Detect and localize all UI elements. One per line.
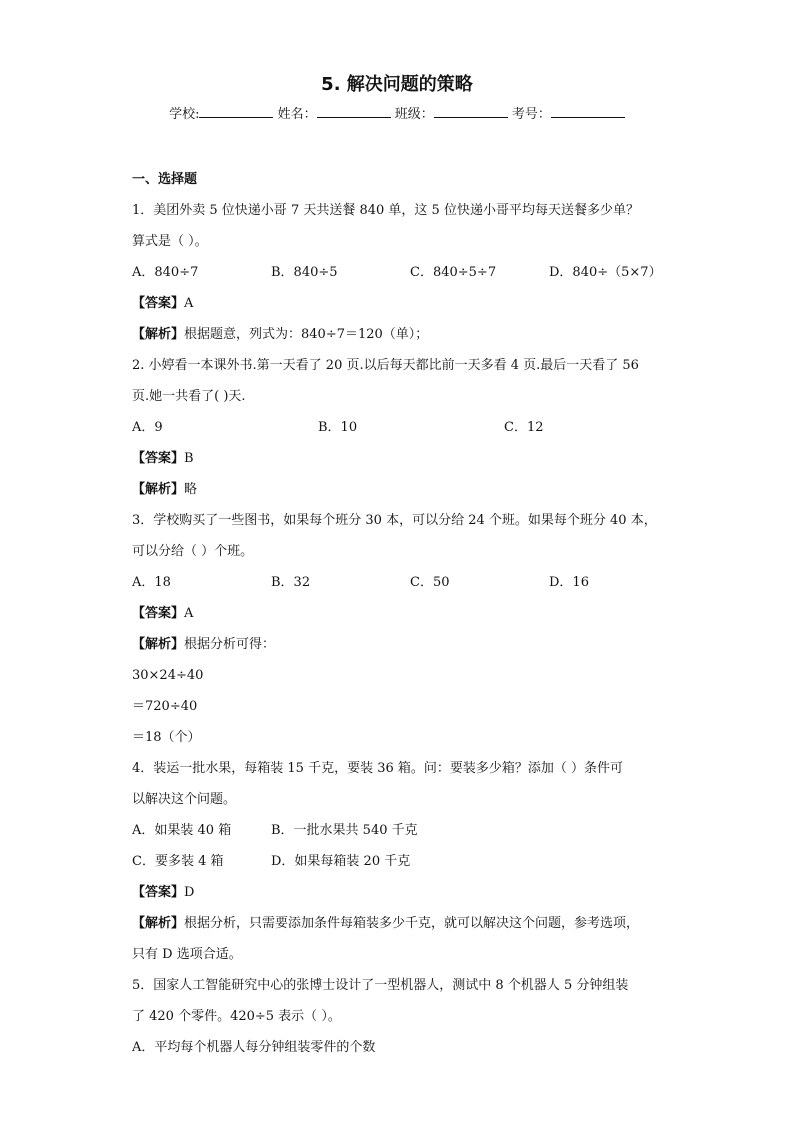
question-3-line-2: 可以分给（ ）个班。 xyxy=(132,544,254,559)
name-blank[interactable] xyxy=(317,105,391,118)
question-2-line-1: 2. 小婷看一本课外书.第一天看了 20 页.以后每天都比前一天多看 4 页.最后一天看了 56 xyxy=(132,358,639,373)
question-4-option-d[interactable]: D．如果每箱装 20 千克 xyxy=(271,854,411,869)
class-label: 班级： xyxy=(394,107,434,122)
question-1-option-a[interactable]: A．840÷7 xyxy=(132,265,199,280)
analysis-label: 【解析】 xyxy=(132,637,185,652)
question-3-option-b[interactable]: B．32 xyxy=(271,575,311,590)
answer-value: A xyxy=(184,296,194,311)
question-2-line-2: 页.她一共看了( )天. xyxy=(132,389,246,404)
question-2-answer xyxy=(132,443,662,474)
section-title: 一、选择题 xyxy=(132,172,198,187)
answer-value: D xyxy=(184,885,195,900)
question-1-option-d[interactable]: D．840÷（5×7） xyxy=(549,265,662,280)
analysis-text: 略 xyxy=(184,482,198,497)
question-3-analysis-step-1: 30×24÷40 xyxy=(132,668,204,683)
question-3-analysis-step-2: ＝720÷40 xyxy=(132,699,198,714)
class-blank[interactable] xyxy=(434,105,508,118)
question-content xyxy=(132,164,662,1063)
question-5-line-1: 5．国家人工智能研究中心的张博士设计了一型机器人，测试中 8 个机器人 5 分钟组装 xyxy=(132,978,629,993)
question-4-line-2: 以解决这个问题。 xyxy=(132,792,237,807)
answer-label: 【答案】 xyxy=(132,296,185,311)
answer-label: 【答案】 xyxy=(132,606,185,621)
answer-value: A xyxy=(184,606,194,621)
question-5-line-2: 了 420 个零件。420÷5 表示（ ）。 xyxy=(132,1009,341,1024)
question-3-option-d[interactable]: D．16 xyxy=(549,575,589,590)
question-2-options xyxy=(132,412,662,443)
exam-number-blank[interactable] xyxy=(551,105,625,118)
question-4-analysis-cont: 只有 D 选项合适。 xyxy=(132,947,242,962)
question-1-option-c[interactable]: C．840÷5÷7 xyxy=(410,265,497,280)
question-2-analysis xyxy=(132,474,662,505)
name-label: 姓名： xyxy=(277,107,317,122)
school-label: 学校: xyxy=(169,107,200,122)
question-4-analysis xyxy=(132,908,662,939)
analysis-label: 【解析】 xyxy=(132,482,185,497)
question-1-answer xyxy=(132,288,662,319)
question-4-option-b[interactable]: B．一批水果共 540 千克 xyxy=(271,823,418,838)
analysis-text: 根据分析，只需要添加条件每箱装多少千克，就可以解决这个问题，参考选项， xyxy=(184,916,640,931)
school-blank[interactable] xyxy=(199,105,273,118)
analysis-label: 【解析】 xyxy=(132,916,185,931)
question-3-option-c[interactable]: C．50 xyxy=(410,575,450,590)
answer-value: B xyxy=(184,451,194,466)
page-title: 5. 解决问题的策略 xyxy=(321,74,473,95)
question-5-option-a[interactable]: A．平均每个机器人每分钟组装零件的个数 xyxy=(132,1040,376,1055)
question-3-option-a[interactable]: A．18 xyxy=(132,575,171,590)
question-3-answer xyxy=(132,598,662,629)
answer-label: 【答案】 xyxy=(132,451,185,466)
question-4-option-a[interactable]: A．如果装 40 箱 xyxy=(132,823,232,838)
question-3-analysis xyxy=(132,629,662,660)
answer-label: 【答案】 xyxy=(132,885,185,900)
exam-number-label: 考号： xyxy=(511,107,551,122)
question-1-analysis xyxy=(132,319,662,350)
question-3-line-1: 3．学校购买了一些图书，如果每个班分 30 本，可以分给 24 个班。如果每个班分 40 本， xyxy=(132,513,657,528)
question-4-options-row-1 xyxy=(132,815,662,846)
question-2-option-c[interactable]: C．12 xyxy=(504,420,544,435)
question-4-option-c[interactable]: C．要多装 4 箱 xyxy=(132,854,224,869)
analysis-text: 根据题意，列式为：840÷7＝120（单）； xyxy=(184,327,429,342)
question-1-line-2: 算式是（ ）。 xyxy=(132,234,208,249)
question-1-options xyxy=(132,257,662,288)
question-2-option-a[interactable]: A．9 xyxy=(132,420,163,435)
question-4-options-row-2 xyxy=(132,846,662,877)
question-1-line-1: 1．美团外卖 5 位快递小哥 7 天共送餐 840 单，这 5 位快递小哥平均每天送餐多少单？ xyxy=(132,203,639,218)
question-2-option-b[interactable]: B．10 xyxy=(318,420,358,435)
question-4-line-1: 4．装运一批水果，每箱装 15 千克，要装 36 箱。问：要装多少箱？添加（ ）条件可 xyxy=(132,761,624,776)
question-3-options xyxy=(132,567,662,598)
student-info-row xyxy=(0,103,794,122)
question-4-answer xyxy=(132,877,662,908)
analysis-label: 【解析】 xyxy=(132,327,185,342)
question-3-analysis-step-3: ＝18（个） xyxy=(132,730,201,745)
analysis-text: 根据分析可得： xyxy=(184,637,276,652)
question-1-option-b[interactable]: B．840÷5 xyxy=(271,265,338,280)
